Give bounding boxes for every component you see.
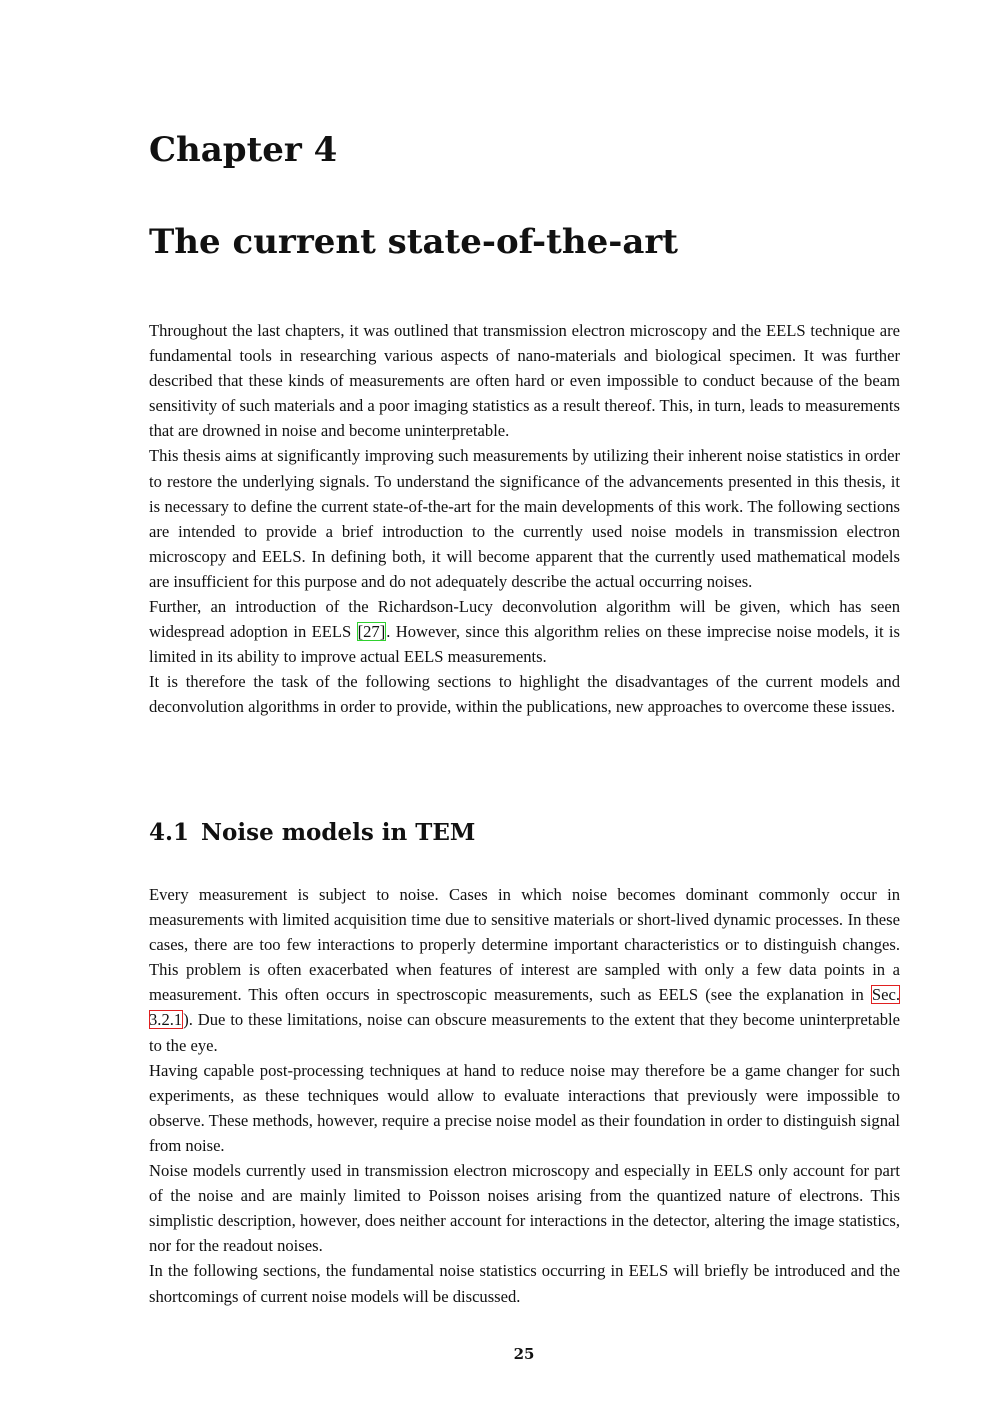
- paragraph: It is therefore the task of the following sections to highlight the disadvantages of the current models and deconvolution algorithms in order to provide, within the publications, new approaches to overcome these issues.: [149, 672, 900, 717]
- section-text: [149, 882, 900, 1309]
- paragraph: [149, 594, 900, 669]
- paragraph-text: . However, since this algorithm relies on these imprecise noise models, it is limited in its ability to improve actual EELS measurements.: [149, 622, 900, 667]
- chapter-label: Chapter 4: [149, 130, 338, 170]
- paragraph: [149, 882, 900, 1058]
- section-reference-link[interactable]: Sec. 3.2.1: [149, 985, 900, 1030]
- section-number: 4.1: [149, 819, 190, 846]
- page-number: 25: [513, 1345, 535, 1363]
- paragraph: In the following sections, the fundamental noise statistics occurring in EELS will briefly be introduced and the shortcomings of current noise models will be discussed.: [149, 1261, 900, 1306]
- section-title: Noise models in TEM: [201, 819, 476, 846]
- paragraph-text: Every measurement is subject to noise. Cases in which noise becomes dominant commonly occur in measurements with limited acquisition time due to sensitive materials or short-lived dynamic processes. In these cases, there are too few interactions to properly determine important characteristics or to distinguish changes. This problem is often exacerbated when features of interest are sampled with only a few data points in a measurement. This often occurs in spectroscopic measurements, such as EELS (see the explanation in: [149, 885, 900, 1005]
- paragraph: Noise models currently used in transmission electron microscopy and especially in EELS only account for part of the noise and are mainly limited to Poisson noises arising from the quantized nature of electrons. This simplistic description, however, does neither account for interactions in the detector, altering the image statistics, nor for the readout noises.: [149, 1161, 900, 1256]
- paragraph: This thesis aims at significantly improving such measurements by utilizing their inherent noise statistics in order to restore the underlying signals. To understand the significance of the advancements presented in this thesis, it is necessary to define the current state-of-the-art for the main developments of this work. The following sections are intended to provide a brief introduction to the currently used noise models in transmission electron microscopy and EELS. In defining both, it will become apparent that the currently used mathematical models are insufficient for this purpose and do not adequately describe the actual occurring noises.: [149, 446, 900, 591]
- paragraph: Having capable post-processing techniques at hand to reduce noise may therefore be a game changer for such experiments, as these techniques would allow to evaluate interactions that previously were impossible to observe. These methods, however, require a precise noise model as their foundation in order to distinguish signal from noise.: [149, 1060, 900, 1155]
- paragraph-text: ). Due to these limitations, noise can obscure measurements to the extent that they become uninterpretable to the eye.: [149, 1010, 900, 1055]
- paragraph: Throughout the last chapters, it was outlined that transmission electron microscopy and the EELS technique are fundamental tools in researching various aspects of nano-materials and biological specimen. It was further described that these kinds of measurements are often hard or even impossible to conduct because of the beam sensitivity of such materials and a poor imaging statistics as a result thereof. This, in turn, leads to measurements that are drowned in noise and become uninterpretable.: [149, 321, 900, 441]
- paragraph-text: Further, an introduction of the Richardson-Lucy deconvolution algorithm will be given, which has seen widespread adoption in EELS: [149, 597, 900, 642]
- chapter-title: The current state-of-the-art: [149, 222, 678, 262]
- intro-text: [149, 318, 900, 720]
- citation-link-27[interactable]: [27]: [357, 622, 386, 642]
- section-heading: [149, 817, 475, 849]
